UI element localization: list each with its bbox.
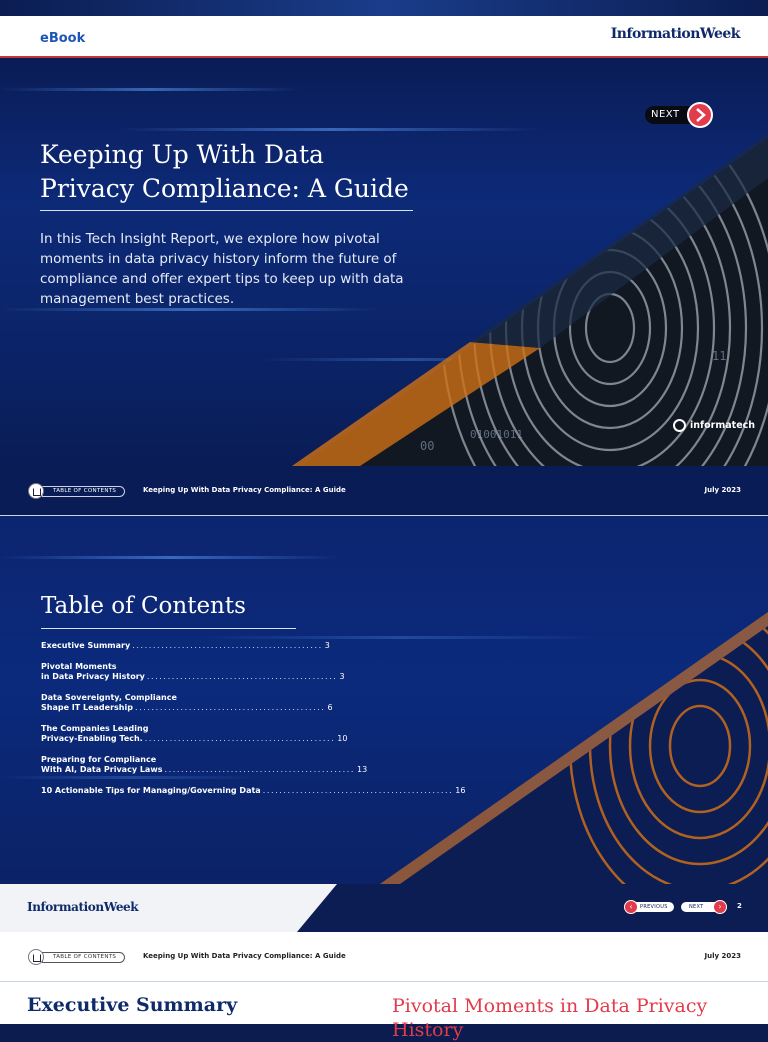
toc-item-pivotal-moments[interactable]: Pivotal Moments in Data Privacy History .............................................. 3	[41, 662, 345, 681]
footer-doc-title: Keeping Up With Data Privacy Compliance: A Guide	[143, 952, 346, 960]
toc-item-actionable-tips[interactable]: 10 Actionable Tips for Managing/Governing Data .............................................. 16	[41, 786, 466, 795]
footer-date: July 2023	[704, 486, 741, 494]
toc-divider	[41, 628, 296, 629]
binary-digits: 01001011	[470, 428, 523, 441]
page-footer	[0, 466, 768, 516]
previous-button[interactable]	[624, 900, 674, 914]
top-strip	[0, 0, 768, 16]
informatech-logo	[673, 419, 755, 432]
binary-digits: 11	[712, 349, 727, 363]
toc-label: TABLE OF CONTENTS	[42, 952, 125, 963]
chevron-left-icon: ‹	[624, 900, 638, 914]
chevron-right-icon	[687, 102, 713, 128]
toc-item-companies-leading[interactable]: The Companies Leading Privacy-Enabling Tech. .............................................. 10	[41, 724, 348, 743]
toc-title: Table of Contents	[41, 593, 246, 619]
previous-label: PREVIOUS	[632, 902, 674, 912]
home-icon	[28, 949, 44, 965]
section-heading: Executive Summary	[27, 994, 238, 1016]
ebook-label: eBook	[40, 31, 86, 46]
toc-button[interactable]	[28, 484, 125, 498]
next-label: NEXT	[645, 106, 701, 124]
chevron-right-icon: ›	[713, 900, 727, 914]
publisher-label: informatech	[690, 420, 756, 431]
informationweek-logo[interactable]: InformationWeek	[27, 900, 139, 914]
toc-item-data-sovereignty[interactable]: Data Sovereignty, Compliance Shape IT Leadership .............................................. 6	[41, 693, 333, 712]
informatech-ring-icon	[673, 419, 686, 432]
footer-date: July 2023	[704, 952, 741, 960]
toc-label: TABLE OF CONTENTS	[42, 486, 125, 497]
section-heading: Pivotal Moments in Data Privacy History	[392, 995, 708, 1041]
informationweek-logo[interactable]: InformationWeek	[610, 26, 740, 42]
header-bar	[0, 16, 768, 58]
next-button[interactable]	[645, 102, 711, 128]
footer-doc-title: Keeping Up With Data Privacy Compliance: A Guide	[143, 486, 346, 494]
toc-button[interactable]	[28, 950, 125, 964]
home-icon	[28, 483, 44, 499]
page-footer	[0, 932, 768, 982]
toc-page	[0, 516, 768, 884]
binary-digits: 00	[420, 439, 435, 453]
executive-summary-page	[0, 982, 768, 1041]
page2-nav-bar	[0, 884, 768, 932]
next-button-small[interactable]	[681, 900, 729, 914]
cover-title: Keeping Up With Data Privacy Compliance: A Guide	[40, 140, 409, 203]
page-number: 2	[737, 902, 742, 910]
cover-description: In this Tech Insight Report, we explore how pivotal moments in data privacy history inform the future of compliance and offer expert tips to keep up with data management best practices.	[40, 231, 404, 307]
toc-item-preparing-compliance[interactable]: Preparing for Compliance With AI, Data Privacy Laws .............................................. 13	[41, 755, 368, 774]
next-label-small: NEXT	[681, 902, 721, 912]
toc-item-executive-summary[interactable]: Executive Summary .............................................. 3	[41, 641, 330, 650]
title-divider	[40, 210, 413, 211]
cover-section	[0, 58, 768, 466]
